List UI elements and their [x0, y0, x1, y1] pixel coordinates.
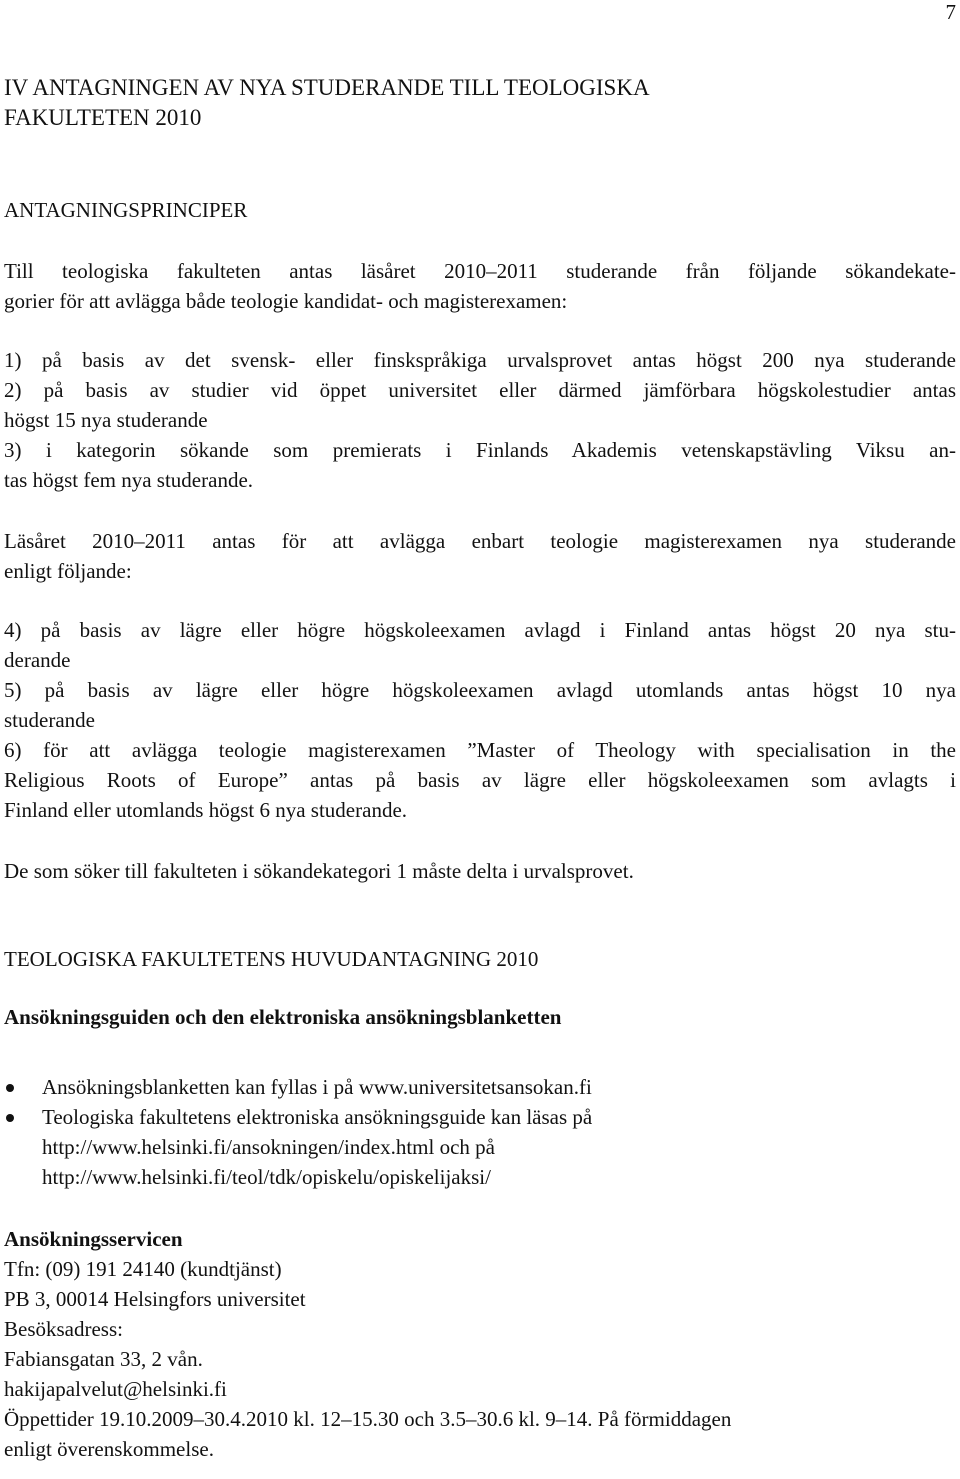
category-line: derande — [4, 648, 71, 672]
service-email[interactable]: hakijapalvelut@helsinki.fi — [4, 1377, 227, 1401]
bullet-item — [4, 1072, 956, 1102]
chapter-heading-line-1: IV ANTAGNINGEN AV NYA STUDERANDE TILL TEOLOGISKA — [4, 75, 650, 100]
category-line: studerande — [4, 708, 95, 732]
document-body — [4, 73, 956, 1464]
intro-line: Till teologiska fakulteten antas läsåret 2010–2011 studerande från följande sökandekate- — [4, 259, 956, 283]
category-line: högst 15 nya studerande — [4, 408, 208, 432]
category-line: 4) på basis av lägre eller högre högskoleexamen avlagd i Finland antas högst 20 nya stu- — [4, 618, 956, 642]
section-subtitle-ansokningsguiden: Ansökningsguiden och den elektroniska ansökningsblanketten — [4, 1005, 562, 1029]
bullet-text: Ansökningsblanketten kan fyllas i på www.universitetsansokan.fi — [42, 1075, 592, 1099]
section-title-huvudantagning: TEOLOGISKA FAKULTETENS HUVUDANTAGNING 2010 — [4, 947, 539, 971]
category-line: Finland eller utomlands högst 6 nya studerande. — [4, 798, 408, 822]
bullet-link-text[interactable]: http://www.helsinki.fi/teol/tdk/opiskelu/opiskelijaksi/ — [42, 1165, 491, 1189]
service-opening-hours-note: enligt överenskommelse. — [4, 1437, 214, 1461]
category-line: 5) på basis av lägre eller högre högskoleexamen avlagd utomlands antas högst 10 nya — [4, 678, 956, 702]
bullet-text: Teologiska fakultetens elektroniska ansökningsguide kan läsas på — [42, 1105, 593, 1129]
page-number: 7 — [945, 0, 956, 24]
service-title: Ansökningsservicen — [4, 1227, 183, 1251]
service-postal-address: PB 3, 00014 Helsingfors universitet — [4, 1287, 306, 1311]
chapter-heading-line-2: FAKULTETEN 2010 — [4, 105, 202, 130]
category-line: tas högst fem nya studerande. — [4, 468, 254, 492]
section-title-antagningsprinciper: ANTAGNINGSPRINCIPER — [4, 198, 248, 222]
intro-line: gorier för att avlägga både teologie kandidat- och magisterexamen: — [4, 289, 568, 313]
intro2-line: Läsåret 2010–2011 antas för att avlägga enbart teologie magisterexamen nya studerande — [4, 529, 956, 553]
category-line: 1) på basis av det svensk- eller finskspråkiga urvalsprovet antas högst 200 nya studerande — [4, 348, 956, 372]
service-visiting-label: Besöksadress: — [4, 1317, 123, 1341]
category-line: 2) på basis av studier vid öppet universitet eller därmed jämförbara högskolestudier antas — [4, 378, 956, 402]
category-line: Religious Roots of Europe” antas på basis av lägre eller högskoleexamen som avlagts i — [4, 768, 956, 792]
bullet-icon — [6, 1114, 14, 1122]
bullet-link-text[interactable]: http://www.helsinki.fi/ansokningen/index.html och på — [42, 1135, 495, 1159]
service-phone: Tfn: (09) 191 24140 (kundtjänst) — [4, 1257, 282, 1281]
service-visiting-address: Fabiansgatan 33, 2 vån. — [4, 1347, 203, 1371]
bullet-icon — [6, 1084, 14, 1092]
bullet-item — [4, 1102, 956, 1192]
urvalsprov-note: De som söker till fakulteten i sökandekategori 1 måste delta i urvalsprovet. — [4, 859, 634, 883]
category-line: 6) för att avlägga teologie magisterexamen ”Master of Theology with specialisation in the — [4, 738, 956, 762]
intro2-line: enligt följande: — [4, 559, 132, 583]
service-opening-hours: Öppettider 19.10.2009–30.4.2010 kl. 12–15.30 och 3.5–30.6 kl. 9–14. På förmiddagen — [4, 1407, 732, 1431]
category-line: 3) i kategorin sökande som premierats i Finlands Akademis vetenskapstävling Viksu an- — [4, 438, 956, 462]
